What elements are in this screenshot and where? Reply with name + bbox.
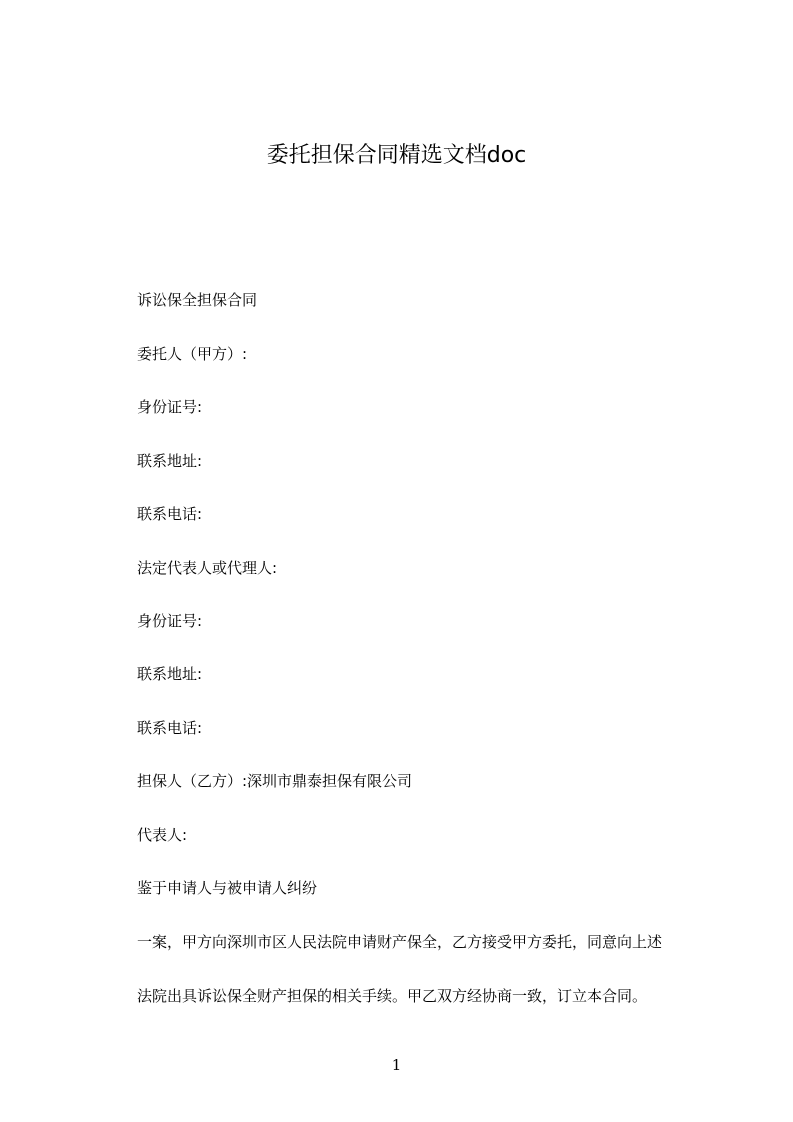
page-number: 1 <box>391 1056 402 1074</box>
principal-id-number-label: 身份证号: <box>137 398 203 416</box>
guarantor-party-line: 担保人（乙方）:深圳市鼎泰担保有限公司 <box>137 772 413 790</box>
body-paragraph-line-2: 法院出具诉讼保全财产担保的相关手续。甲乙双方经协商一致，订立本合同。 <box>137 987 648 1005</box>
representative-address-label: 联系地址: <box>137 665 203 683</box>
guarantor-representative-label: 代表人: <box>137 826 188 844</box>
document-title: 委托担保合同精选文档doc <box>266 143 527 168</box>
legal-representative-label: 法定代表人或代理人: <box>137 559 278 577</box>
contract-heading: 诉讼保全担保合同 <box>137 291 258 309</box>
principal-party-label: 委托人（甲方）: <box>137 345 248 363</box>
body-paragraph-line-1: 一案，甲方向深圳市区人民法院申请财产保全，乙方接受甲方委托，同意向上述 <box>137 933 663 951</box>
representative-phone-label: 联系电话: <box>137 719 203 737</box>
principal-address-label: 联系地址: <box>137 452 203 470</box>
principal-phone-label: 联系电话: <box>137 505 203 523</box>
representative-id-number-label: 身份证号: <box>137 612 203 630</box>
recital-line: 鉴于申请人与被申请人纠纷 <box>137 879 318 897</box>
